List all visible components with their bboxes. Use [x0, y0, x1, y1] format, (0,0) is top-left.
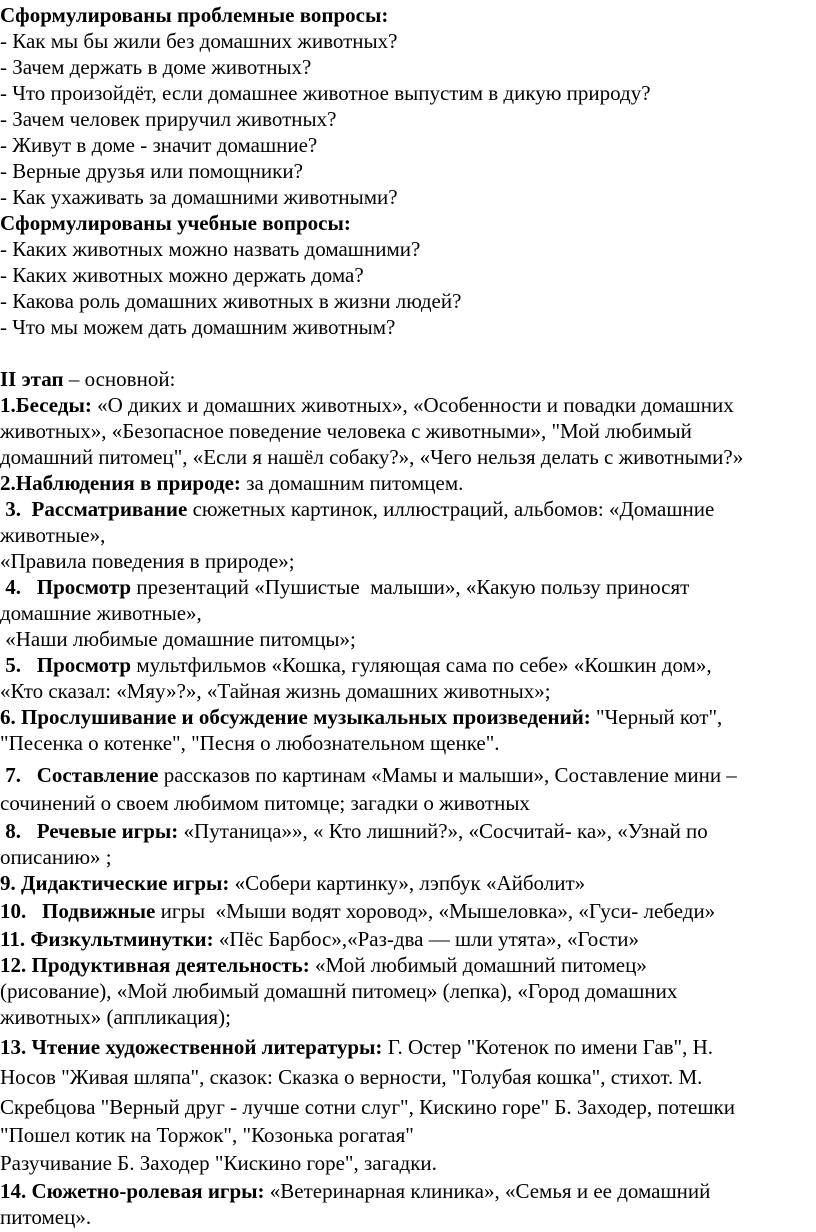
activity-text: «Путаница»», « Кто лишний?», «Сосчитай- ка», «Узнай по [178, 819, 708, 843]
activity-text: мультфильмов «Кошка, гуляющая сама по себе» «Кошкин дом», [131, 653, 712, 677]
activity-text: игры «Мыши водят хоровод», «Мышеловка», «Гуси- лебеди» [155, 899, 716, 923]
study-question: - Что мы можем дать домашним животным? [0, 315, 396, 339]
activity-title: 8. Речевые игры: [0, 819, 179, 843]
study-question: - Каких животных можно назвать домашними? [0, 237, 421, 261]
activity-text: "Песенка о котенке", "Песня о любознательном щенке". [0, 731, 500, 755]
activity-10 [0, 898, 816, 924]
activity-12 [0, 952, 816, 978]
activity-3 [0, 496, 816, 522]
activity-title: 9. Дидактические игры: [0, 871, 230, 895]
activity-13 [0, 1034, 816, 1060]
activity-4 [0, 574, 816, 600]
activity-6 [0, 704, 816, 730]
activity-title: 14. Сюжетно-ролевая игры: [0, 1179, 265, 1203]
activity-11 [0, 926, 816, 952]
activity-text: «Наши любимые домашние питомцы»; [0, 627, 356, 651]
problem-question: - Живут в доме - значит домашние? [0, 133, 318, 157]
activity-title: 4. Просмотр [0, 575, 132, 599]
activity-title: 6. Прослушивание и обсуждение музыкальных произведений: [0, 705, 591, 729]
activity-9 [0, 870, 816, 896]
activity-title: 10. Подвижные [0, 899, 156, 923]
activity-text: Носов "Живая шляпа", сказок: Сказка о верности, "Голубая кошка", стихот. М. [0, 1065, 703, 1089]
activity-title: 1.Беседы: [0, 393, 92, 417]
problem-question: - Верные друзья или помощники? [0, 159, 303, 183]
activity-text: домашний питомец", «Если я нашёл собаку?», «Чего нельзя делать с животными?» [0, 445, 744, 469]
activity-title: 5. Просмотр [0, 653, 132, 677]
activity-text: «Правила поведения в природе»; [0, 549, 295, 573]
activity-text: «Пёс Барбос»,«Раз-два — шли утята», «Гости» [213, 927, 640, 951]
activity-text: рассказов по картинам «Мамы и малыши», Составление мини – [158, 763, 737, 787]
problem-question: - Зачем держать в доме животных? [0, 55, 312, 79]
problem-questions-heading: Сформулированы проблемные вопросы: [0, 3, 389, 27]
activity-title: 7. Составление [0, 763, 159, 787]
activity-text: за домашним питомцем. [240, 471, 464, 495]
activity-text: «Кто сказал: «Мяу»?», «Тайная жизнь домашних животных»; [0, 679, 551, 703]
activity-title: 3. Рассматривание [0, 497, 188, 521]
activity-text: Скребцова "Верный друг - лучше сотни слуг", Кискино горе" Б. Заходер, потешки [0, 1095, 735, 1119]
activity-text: презентаций «Пушистые малыши», «Какую пользу приносят [131, 575, 690, 599]
activity-text: сочинений о своем любимом питомце; загадки о животных [0, 791, 530, 815]
activity-title: 12. Продуктивная деятельность: [0, 953, 310, 977]
activity-text: Разучивание Б. Заходер "Кискино горе", загадки. [0, 1151, 437, 1175]
study-questions-heading: Сформулированы учебные вопросы: [0, 211, 351, 235]
stage-label: II этап [0, 367, 64, 391]
activity-14 [0, 1178, 816, 1204]
problem-question: - Зачем человек приручил животных? [0, 107, 337, 131]
activity-7 [0, 762, 816, 788]
problem-question: - Как ухаживать за домашними животными? [0, 185, 398, 209]
activity-text: сюжетных картинок, иллюстраций, альбомов: «Домашние [187, 497, 715, 521]
activity-1 [0, 392, 816, 418]
activity-text: «О диких и домашних животных», «Особенности и повадки домашних [91, 393, 734, 417]
activity-text: «Мой любимый домашний питомец» [309, 953, 647, 977]
activity-text: животных», «Безопасное поведение человека с животными», "Мой любимый [0, 419, 692, 443]
activity-title: 11. Физкультминутки: [0, 927, 214, 951]
stage-heading [0, 366, 816, 392]
activity-text: животных» (аппликация); [0, 1005, 231, 1029]
problem-question: - Что произойдёт, если домашнее животное выпустим в дикую природу? [0, 81, 651, 105]
activity-text: «Ветеринарная клиника», «Семья и ее домашний [264, 1179, 711, 1203]
stage-rest: – основной: [63, 367, 176, 391]
activity-title: 13. Чтение художественной литературы: [0, 1035, 383, 1059]
activity-title: 2.Наблюдения в природе: [0, 471, 241, 495]
activity-8 [0, 818, 816, 844]
activity-text: питомец». [0, 1205, 92, 1229]
activity-5 [0, 652, 816, 678]
activity-text: описанию» ; [0, 845, 112, 869]
activity-text: Г. Остер "Котенок по имени Гав", Н. [382, 1035, 714, 1059]
study-question: - Каких животных можно держать дома? [0, 263, 364, 287]
study-question: - Какова роль домашних животных в жизни людей? [0, 289, 462, 313]
activity-text: животные», [0, 523, 106, 547]
activity-text: «Собери картинку», лэпбук «Айболит» [229, 871, 586, 895]
activity-text: (рисование), «Мой любимый домашнй питомец» (лепка), «Город домашних [0, 979, 678, 1003]
problem-question: - Как мы бы жили без домашних животных? [0, 29, 398, 53]
activity-text: домашние животные», [0, 601, 202, 625]
activity-text: "Пошел котик на Торжок", "Козонька рогатая" [0, 1123, 414, 1147]
activity-2 [0, 470, 816, 496]
activity-text: "Черный кот", [590, 705, 723, 729]
